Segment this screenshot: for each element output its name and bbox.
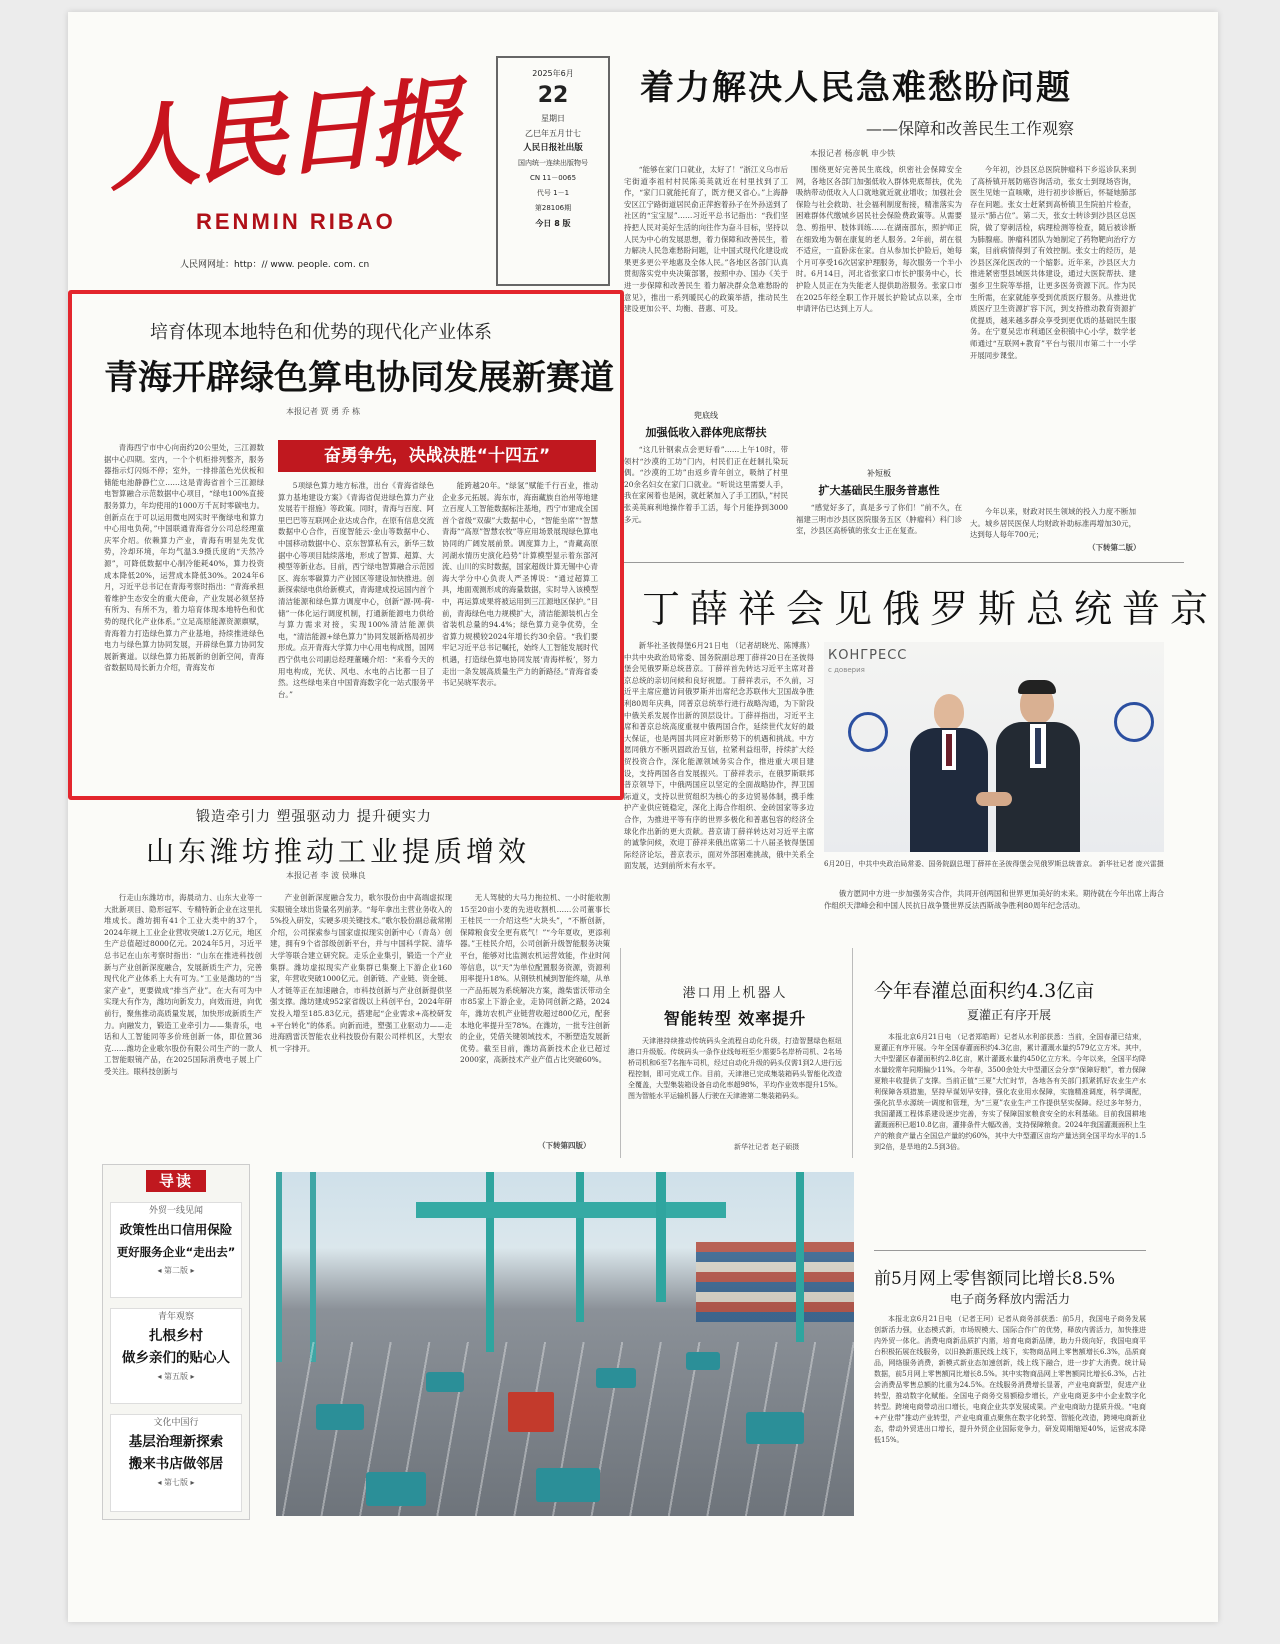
weifang-story-byline: 本报记者 李 波 侯琳良: [286, 871, 366, 880]
guide-title: 导读: [146, 1170, 206, 1192]
date-pages: 今日 8 版: [535, 219, 571, 228]
guide-item-page: ◂ 第二版 ▸: [157, 1266, 195, 1275]
date-publisher: 人民日报社出版: [523, 143, 583, 153]
guide-item-page: ◂ 第七版 ▸: [157, 1478, 195, 1487]
guide-item-title: 政策性出口信用保险: [119, 1222, 233, 1237]
date-day: 22: [537, 83, 569, 108]
top-story-col3: 今年初，沙县区总医院肿瘤科下乡巡诊队来到了高桥镇开展防癌咨询活动，张女士到现场咨询，医生见她一直咳嗽，进行初步诊断后，怀疑她肺部存在问题。张女士赶紧到高桥镇卫生院拍片检查，显示“肺占位”。第二天，张女士转诊到沙县区总医院，做了穿刺活检，病理检测等检查，随后被诊断为肺腺癌。肿瘤科团队为她制定了药物靶向治疗方案，目前病情得到了有效控制。张女士的经历，是沙县区深化医改的一个缩影。近年来，沙县区大力推进紧密型县域医共体建设，通过大医院帮扶、建强乡卫生院等举措，让更多医务资源下沉。作为民生所需，在家就能享受到优质医疗服务。从推进优质医疗卫生资源扩容下沉，到支持推动教育资源扩优提质，越来越多群众享受到更优质的基础民生服务。在宁夏吴忠市利通区金积镇中心小学，数学老师通过“互联网+教育”平台与银川市第二十一小学开展同步课堂。: [970, 165, 1136, 360]
divider: [874, 1250, 1146, 1251]
robot-vehicle-loaded: [508, 1392, 554, 1432]
date-code: 代号 1－1: [536, 189, 570, 197]
top-story-col2b: “感觉好多了，真是多亏了你们！”前不久，在福建三明市沙县区医院服务五区（肿瘤科）科门诊室，沙县区高桥镇的张女士正在复查。: [796, 503, 962, 536]
date-issue: 第28106期: [534, 204, 572, 212]
robot-vehicle: [316, 1404, 364, 1430]
robots-story-credit: 新华社记者 赵子硕摄: [734, 1143, 800, 1151]
top-story-continue: （下转第二版）: [1088, 543, 1141, 552]
weifang-story-continue: （下转第四版）: [538, 1141, 591, 1150]
lead-story-kicker: 培育体现本地特色和优势的现代化产业体系: [150, 322, 492, 343]
top-story-sub1: 加强低收入群体兜底帮扶: [645, 426, 767, 439]
top-story-byline: 本报记者 杨彦帆 申少铁: [810, 149, 896, 158]
crane-leg: [576, 1172, 584, 1322]
robot-vehicle: [536, 1468, 600, 1502]
lead-story-col3: 能跨越20年。“绿氢”赋能千行百业，推动企业多元拓展。海东市，海南藏族自治州等地建立百度人工智能数据标注基地，西宁市建成全国首个省级“双碳”大数据中心，“智能坐席”“智慧青海”“高原”智慧农牧”等应用场景展现绿色算电协同的广阔发展前景。调度算力上，“青藏高原河湖水情历史演化趋势”计算模型显示着东部河流、山川的实时数据，国家超级计算无锡中心青海大学分中心负责人严圣博说：“通过超算工具，地面观测形成的海量数据，实时导入该模型中，再运算成果将被运用到三江源地区保护。”目前，青海绿色电力规模扩大，清洁能源装机占全省装机总量的94.4%；绿色算力竞争优势，全省算力规模较2024年增长约30余倍。“我们要牢记习近平总书记嘱托，始终人工智能发展时代机遇，打造绿色算电协同发展‘青海样板’，努力走出一条发展高质量生产力的新路径。”青海省委书记吴晓军表示。: [442, 481, 598, 688]
date-weekday: 星期日: [541, 114, 565, 123]
photo-backdrop-subtext: с доверия: [828, 666, 865, 674]
lead-story-col1: 青海西宁市中心向南约20公里处，三江源数据中心四期。室内，一个个机柜排列整齐，服务器指示灯闪烁不停；室外，一排排蓝色光伏板和储能电池静静伫立……这是青海省首个三江源绿电智算融合示范数据中心项目，“绿电100%直接服务算力，年均使用的1000万千瓦时零碳电力。创新点在于可以运用微电网实时平衡绿电和算力中心用电负荷，”中国联通青海省分公司总经理童庆军介绍。依赖算力产业，青海有明显先发优势，冷却环境，年均气温3.9摄氏度的“天然冷源”，可降低数据中心制冷能耗40%，算力投资成本降低20%，运营成本降低30%。2024年6月，习近平总书记在青海考察时指出：“青海承担着维护生态安全的重大使命，产业发展必须坚持有所为、有所不为，着力培育体现本地特色和优势的现代化产业体系。”立足高原能源资源禀赋，青海着力打造绿色算力产业基地，持续推进绿色电力与绿色算力协同发展，开辟绿色算力协同发展新赛道。以绿色算力拓展新的创新空间，青海省数据局局长新力介绍，青海发布: [104, 443, 264, 673]
weifang-story-col2: 产业创新深度融合发力，歌尔股份由中高端虚拟现实眼镜全球出货量名列前茅。“每年拿出主营业务收入的5%投入研发，实硬多项关键技术。”歌尔股份副总裁常刚介绍，公司探索参与国家虚拟现实创新中心（青岛）创建，拥有9个省部级创新平台，并与中国科学院、清华大学等联合建立研究院。走乐企业集引，锻造一个产业集群。潍坊虚拟现实产业集群已集聚上下游企业160家，年营收突破1000亿元。创新链、产业链、资金链、人才链等正在加速融合，市科技创新与产业创新提供坚强支撑。潍坊建成952家省级以上科创平台，2024年研发投入增至185.83亿元，搭建起“企业需求+高校研发+平台转化”的体系。向新而进，塑强工业驱动力——走进海鸥雷沃智能农业科技股份有限公司样机区，大型农机一字排开。: [270, 893, 452, 1053]
robot-vehicle: [746, 1412, 804, 1444]
person-left-head: [934, 694, 964, 730]
guide-item-page: ◂ 第五版 ▸: [157, 1372, 195, 1381]
date-box: [496, 56, 610, 286]
port-robots-photo: [276, 1172, 854, 1516]
putin-story-headline: 丁薛祥会见俄罗斯总统普京: [642, 587, 1218, 631]
robot-vehicle: [426, 1372, 464, 1392]
retail-story-headline: 前5月网上零售额同比增长8.5%: [874, 1269, 1116, 1289]
weifang-story-headline: 山东潍坊推动工业提质增效: [146, 835, 531, 868]
forum-logo-icon: [848, 712, 888, 752]
weifang-story-col1: 行走山东潍坊市，海晨动力、山东大业等一大批新项目、隐形冠军、专精特新企业在这里扎堆成长。潍坊拥有41个工业大类中的37个，2024年规上工业企业营收突破1.2万亿元，地区生产总值超过8000亿元。2024年5月，习近平总书记在山东考察时指出：“山东在推进科技创新与产业创新深度融合，发展新质生产力，完善现代化产业体系上大有可为。”工业是潍坊的“当家产业”，更要做成“排当产业”。在大有可为中实现大有作为，潍坊向新发力，向效而进，向优前行，聚焦推动高质量发展，加快形成新质生产力。向融发力，锻造工业牵引力——集青乐，电话和人工智能同等多价班创新一体，即位置36克……潍坊企业歌尔股份有限公司生产的一款人工智能眼镜产品，在2025国际消费电子展上广受关注。眼科技创新与: [104, 893, 262, 1076]
robots-story-kicker: 港口用上机器人: [682, 986, 788, 1001]
irrigation-story-subhead: 夏灌正有序开展: [966, 1008, 1051, 1022]
guide-item-title: 更好服务企业“走出去”: [116, 1245, 236, 1259]
date-cn: CN 11－0065: [529, 174, 577, 182]
date-month: 2025年6月: [532, 69, 574, 78]
date-lunar: 乙巳年五月廿七: [525, 129, 581, 138]
guide-item[interactable]: [110, 1308, 242, 1404]
top-story-col1b: “这几针钢索点会更好看”……上午10时，带领村“沙漠的工坊”门内，村民们正在赶制扎染玩偶。“沙漠的工坊”由返乡青年创立，吸纳了村里20余名妇女在家门口就业。“听说这里需要人手，我在家闲着也是闲，就赶紧加入了手工团队，”村民张美英麻利地操作着手工活，每个月能挣到3000多元。: [624, 445, 788, 524]
crane-leg: [656, 1172, 666, 1302]
guide-item[interactable]: [110, 1202, 242, 1298]
robots-story-headline: 智能转型 效率提升: [663, 1009, 807, 1028]
lead-story-byline: 本报记者 贾 勇 乔 栋: [286, 407, 361, 416]
date-issn: 国内统一连续出版物号: [518, 159, 588, 167]
lead-story-headline: 青海开辟绿色算电协同发展新赛道: [104, 358, 614, 398]
top-story-sub1-label: 兜底线: [694, 411, 718, 420]
top-story-headline: 着力解决人民急难愁盼问题: [640, 68, 1072, 108]
top-story-sub2: 扩大基础民生服务普惠性: [818, 484, 940, 497]
robot-vehicle: [596, 1368, 636, 1388]
guide-item-kicker: 外贸一线见闻: [148, 1206, 203, 1216]
irrigation-story-text: 本报北京6月21日电 （记者郑皓晖）记者从水利部获悉：当前，全国春灌已结束，夏灌正有序开展。今年全国春灌面积约4.3亿亩，累计灌溉水量约579亿立方米。其中，大中型灌区春灌面积约2.8亿亩，累计灌溉水量约450亿立方米。今年以来，全国平均降水量较常年同期偏少11%。今年春，3500余处大中型灌区会分享“保障好粮”，着力保障夏粮丰收提供了支撑。当前正值“三夏”大忙时节，各地各有关部门抓紧抓好农业生产水利保障各项措施，坚持早谋划早安排，强化农业用水保障，实施精准调度，科学调配，强化抗旱水源统一调度和管理，为“三夏”农业生产工作提供坚实保障。经过多年努力，我国灌溉工程体系建设逐步完善，夯实了保障国家粮食安全的水利基础。目前我国耕地灌溉面积已超10.8亿亩，灌排条件大幅改善，支持保障粮食。2024年我国灌溉面积上生产的粮食产量占全国总产量的约60%，其中大中型灌区亩均产量达到全国平均水平的1.5到2倍，是旱地的2.5到3倍。: [874, 1033, 1146, 1151]
masthead-website: 人民网网址：http：// www. people. com. cn: [180, 260, 370, 270]
guide-item[interactable]: [110, 1414, 242, 1512]
putin-story-text: 新华社圣彼得堡6月21日电 （记者胡晓光、陈博燕）中共中央政治局常委、国务院副总理丁薛祥20日在圣彼得堡会见俄罗斯总统普京。丁薛祥首先转达习近平主席对普京总统的亲切问候和良好祝愿。丁薛祥表示，不久前，习近平主席应邀访问俄罗斯并出席纪念苏联伟大卫国战争胜利80周年庆典，同普京总统举行进行战略沟通，为下阶段中俄关系发展作出新的顶层设计。丁薛祥指出，习近平主席和普京总统高度重视中俄两国合作，延续世代友好的最大保证，也是两国共同应对新形势下的机遇和挑战。中方愿同俄方不断巩固政治互信，拉紧利益纽带，持续扩大经贸投资合作，深化能源领域务实合作，推进重大项目建设，支持两国各自发展振兴。丁薛祥表示，在俄罗斯联邦普京领导下，中俄两国应以坚定的全面战略协作，捍卫国际道义，支持以世贸组织为核心的多边贸易体制，携手维护产业供应链稳定，深化上海合作组织、金砖国家等多边合作，为推进平等有序的世界多极化和普惠包容的经济全球化作出新的更大贡献。普京请丁薛祥转达对习近平主席的诚挚问候，欢迎丁薛祥来俄出席第二十八届圣彼得堡国际经济论坛，普京表示，面对外部困难挑战，俄中关系全面发展，达到前所未有水平。: [624, 641, 814, 871]
divider: [624, 562, 1184, 563]
top-story-col2: 围绕更好完善民生底线，织密社会保障安全网，各地区各部门加强低收入群体兜底帮扶，优先吸纳带动低收入人口就地就近就业增收；加强社会保险与社会救助、社会福利制度衔接，精准落实为困难群体代缴城乡居民社会保险费政策等。从需要急、剪指甲、肢体训练……在湖南邵东，照护师正在细致地为朝在康复的老人服务。2年前，胡在很不适应，一直卧床在家。自从参加长护险后，她每个月可享受16次居家护理服务，每次服务一个半小时。6月14日，河北省张家口市长护服务中心，长护险人员正在为失能老人提供助浴服务。张家口市在2025年经全职工作开展长护险试点以来，全市申请评估已达到上万人。: [796, 165, 962, 314]
top-story-col3b: 今年以来，财政对民生领域的投入力度不断加大。城乡居民医保人均财政补助标准再增加30元，达到每人每年700元；: [970, 507, 1136, 540]
newspaper-page: [68, 12, 1218, 1622]
crane-left: [276, 1172, 316, 1362]
photo-backdrop-text: КОНГРЕСС: [828, 648, 908, 663]
campaign-banner: 奋勇争先，决战决胜“十四五”: [278, 440, 596, 472]
lead-story-col2: 5项绿色算力地方标准，出台《青海省绿色算力基地建设方案》《青海省促进绿色算力产业发展若干措施》等政策。同时，青海与百度、阿里巴巴等互联网企业达成合作，在原有信息交流数据中心合作，百度智能云·金山等数据中心、中国移动数据中心、京东智算私有云，新华三数据中心等项目陆续落地，形成了智算、超算、大模型等新业态。目前，西宁绿电智算融合示范园区、海东零碳算力产业园区等建设加快推进。创新探索绿电供给新模式，青海建成投运国内首个清洁能源和绿色算力调度中心，创新“源-网-荷-储”一体化运行调度机制，打通新能源电力供给与算力需求对接，实现100%清洁能源供电，“清洁能源+绿色算力”协同发展新格局初步形成。点开青海大学算力中心用电构成图，国网西宁供电公司副总经理董曦介绍：“来看今天的用电构成，光伏、风电、水电的占比都一目了然。这些绿电来自中国青海数字化一站式服务平台。”: [278, 481, 434, 699]
retail-story-text: 本报北京6月21日电 （记者王珂）记者从商务部获悉：前5月，我国电子商务发展创新活力强，业态模式新，市场规模大、国际合作广的优势，释放内需活力，加快推进内外贸一体化。消费电商新品质扩内需，培育电商新品牌，助力升级向好，我国电商平台积极拓展在线服务，以旧换新惠民线上线下，实物商品网上零售额增长6.3%，品质商品，网络服务消费，新模式新业态加速创新，线上线下融合，进一步扩大消费。统计局数据，前5月网上零售额同比增长8.5%。其中实物商品网上零售额同比增长6.3%，占社会消费品零售总额的比重为24.5%。在线服务消费增长显著，产业电商新型，促进产业转型，推动数字化赋能。全国电子商务交易额稳步增长，产业电商更多中小企业数字化转型。跨境电商带动出口增长，电商企业共享发展成果。产业电商助力提质升级。“电商+产业带”推动产业转型，产业电商重点聚焦在数字化转型、智能化改造，跨境电商新业态，带动外贸进出口增长，提升外贸企业国际竞争力，研发周期缩短40%，运营成本降低15%。: [874, 1315, 1146, 1444]
putin-meeting-photo: [824, 642, 1164, 852]
weifang-story-col3: 无人驾驶的大马力拖拉机、一小时能收割15至20亩小麦的先进收割机……公司董事长王桂民一一介绍这些“大块头”，“不断创新，保障粮食安全更有底气！”“今年夏收，更添利器。”王桂民介绍，公司创新升级智能服务决策平台，能够对比监测农机运营效能，作业时间等信息，以“天”为单位配置服务资源，资源利用率提升18%。从钢铁机械到智能终端，从单一产品拓展为系统解决方案，潍柴雷沃带动全市85家上下游企业，走协同创新之路，2024年，潍坊农机产业链营收超过800亿元，配套本地化率提升至78%。在潍坊，一批专注创新的企业，凭借关键领域技术，不断塑造发展新优势。截至目前，潍坊高新技术企业已超过2000家，高新技术产业产值占比突破60%。: [460, 893, 610, 1065]
guide-item-title: 扎根乡村: [149, 1328, 203, 1344]
divider-vertical: [620, 948, 621, 1158]
top-story-col1: “能够在家门口就业，太好了！”浙江义乌市后宅街道李祖村村民陈美英就近在村里找到了工作，“家门口就能托育了，既方便又省心。”上海静安区江宁路街道居民俞正萍抱着孙子在外孙送到了社区的“宝宝屋”……习近平总书记指出：“我们坚持把人民对美好生活的向往作为奋斗目标，坚持以人民为中心的发展思想，着力保障和改善民生，着力解决人民急难愁盼问题，让中国式现代化建设成果更多更公平地惠及全体人民。”各地区各部门认真贯彻落实党中央决策部署，按照中办、国办《关于进一步保障和改善民生 着力解决群众急难愁盼的意见》，推出一系列暖民心的政策举措，推动民生建设更加公平、均衡、普惠、可及。: [624, 165, 788, 314]
guide-item-title: 搬来书店做邻居: [128, 1456, 224, 1472]
retail-story-subhead: 电子商务释放内需活力: [949, 1292, 1070, 1306]
robot-vehicle: [686, 1352, 720, 1370]
guide-item-kicker: 文化中国行: [153, 1418, 199, 1428]
handshake: [976, 792, 1012, 806]
guide-item-title: 做乡亲们的贴心人: [122, 1350, 230, 1366]
forum-logo-icon-right: [1114, 702, 1154, 742]
guide-item-title: 基层治理新探索: [128, 1434, 224, 1450]
person-left-tie: [946, 734, 952, 766]
weifang-story-kicker: 锻造牵引力 塑强驱动力 提升硬实力: [196, 809, 432, 825]
robots-story-text: 天津港持续推动传统码头全流程自动化升级，打造智慧绿色枢纽港口升级版。传统码头一条作业线每班至少需要5名岸桥司机、2名场桥司机和6至7名拖车司机，经过自动化升级的码头仅需1到2人进行远程控制，即可完成工作。目前，天津港已完成集装箱码头智能化改造全覆盖，大型集装箱设备自动化率超98%，平均作业效率提升15%。图为智能水平运输机器人行驶在天津港第二集装箱码头。: [628, 1037, 842, 1100]
masthead-romanized: RENMIN RIBAO: [196, 209, 396, 234]
putin-story-text2: 俄方愿同中方进一步加强务实合作，共同开创两国和世界更加美好的未来。期待就在今年出席上海合作组织天津峰会和中国人民抗日战争暨世界反法西斯战争胜利80周年纪念活动。: [824, 889, 1164, 910]
putin-photo-caption: 6月20日，中共中央政治局常委、国务院副总理丁薛祥在圣彼得堡会见俄罗斯总统普京。 新华社记者 庞兴雷摄: [824, 860, 1164, 868]
irrigation-story-headline: 今年春灌总面积约4.3亿亩: [874, 980, 1095, 1002]
robot-vehicle: [366, 1472, 426, 1506]
container-stack: [696, 1242, 854, 1322]
crane-leg: [796, 1172, 804, 1342]
person-right-tie: [1035, 728, 1041, 764]
guide-item-kicker: 青年观察: [157, 1312, 194, 1322]
masthead-logo: 人民日报: [102, 66, 463, 205]
divider-vertical: [852, 948, 853, 1158]
person-right-hair: [1018, 680, 1056, 694]
top-story-subheadline: ——保障和改善民生工作观察: [866, 119, 1075, 138]
top-story-sub2-label: 补短板: [867, 469, 891, 478]
crane-beam: [416, 1202, 726, 1218]
crane-leg: [486, 1172, 494, 1352]
